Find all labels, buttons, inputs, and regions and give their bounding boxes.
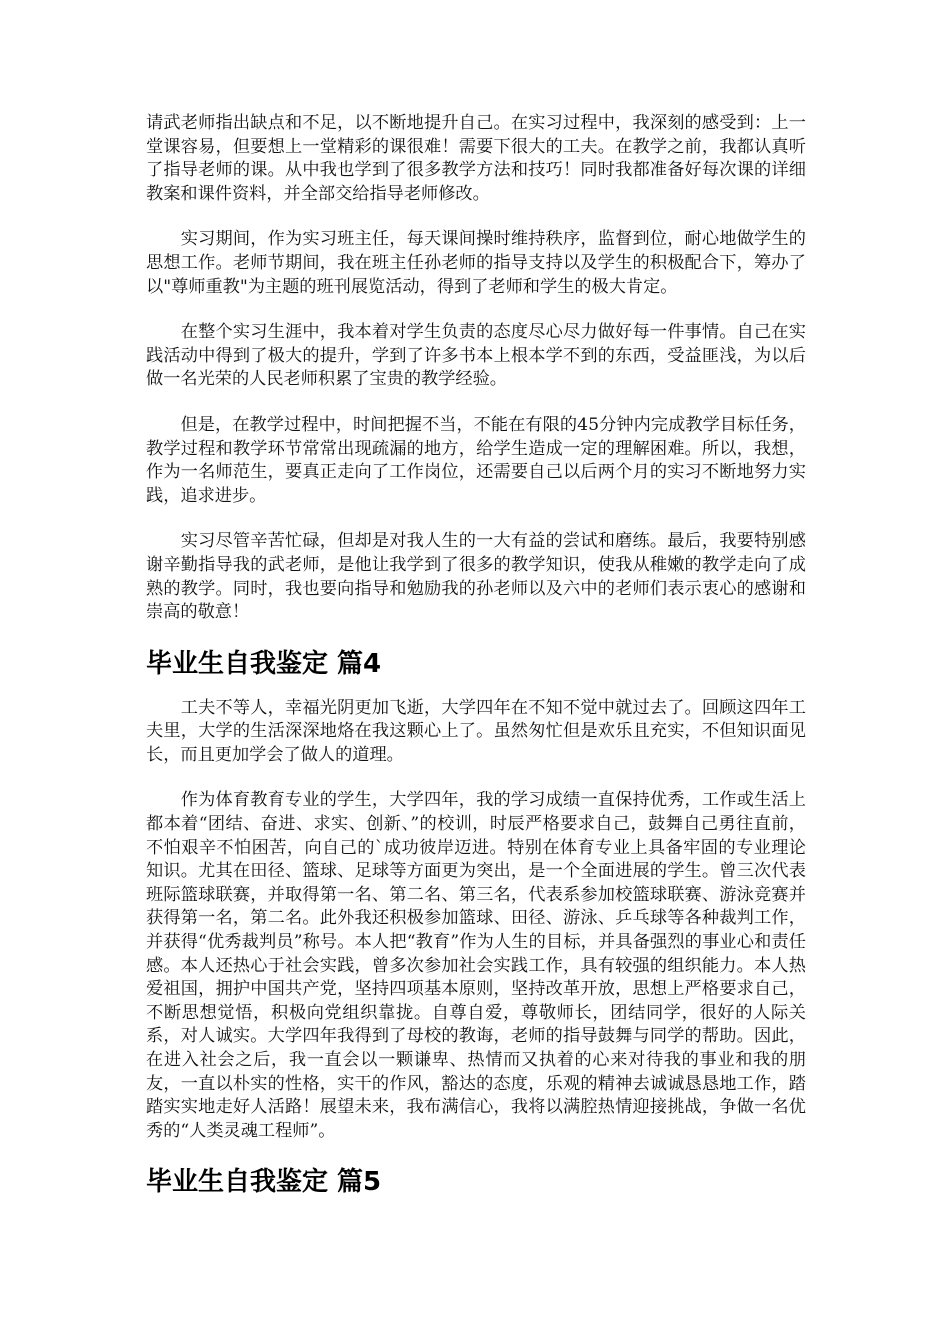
document-page xyxy=(146,112,806,1215)
section-heading-5: 毕业生自我鉴定 篇5 xyxy=(146,1167,382,1198)
section-heading-4: 毕业生自我鉴定 篇4 xyxy=(146,648,382,679)
paragraph-gratitude: 实习尽管辛苦忙碌，但却是对我人生的一大有益的尝试和磨练。最后，我要特别感谢辛勤指导我的武老师，是他让我学到了很多的教学知识，使我从稚嫩的教学走向了成熟的教学。同时，我也要向指导和勉励我的孙老师以及六中的老师们表示衷心的感谢和崇高的敬意！ xyxy=(146,531,806,623)
paragraph-shortcomings: 但是，在教学过程中，时间把握不当，不能在有限的45分钟内完成教学目标任务，教学过程和教学环节常常出现疏漏的地方，给学生造成一定的理解困难。所以，我想，作为一名师范生，要真正走向了工作岗位，还需要自己以后两个月的实习不断地努力实践，追求进步。 xyxy=(146,414,806,506)
paragraph-head-teacher: 实习期间，作为实习班主任，每天课间操时维持秩序，监督到位，耐心地做学生的思想工作。老师节期间，我在班主任孙老师的指导支持以及学生的积极配合下，筹办了以"尊师重教"为主题的班刊展览活动，得到了老师和学生的极大肯定。 xyxy=(146,229,806,297)
paragraph-teaching-practice: 请武老师指出缺点和不足，以不断地提升自己。在实习过程中，我深刻的感受到：上一堂课容易，但要想上一堂精彩的课很难！需要下很大的工夫。在教学之前，我都认真听了指导老师的课。从中我也学到了很多教学方法和技巧！同时我都准备好每次课的详细教案和课件资料，并全部交给指导老师修改。 xyxy=(146,113,806,204)
paragraph-four-years: 工夫不等人，幸福光阴更加飞逝，大学四年在不知不觉中就过去了。回顾这四年工夫里，大学的生活深深地烙在我这颗心上了。虽然匆忙但是欢乐且充实，不但知识面见长，而且更加学会了做人的道理。 xyxy=(146,697,806,765)
paragraph-internship-career: 在整个实习生涯中，我本着对学生负责的态度尽心尽力做好每一件事情。自己在实践活动中得到了极大的提升，学到了许多书本上根本学不到的东西，受益匪浅，为以后做一名光荣的人民老师积累了宝贵的教学经验。 xyxy=(146,322,806,390)
paragraph-pe-student: 作为体育教育专业的学生，大学四年，我的学习成绩一直保持优秀，工作或生活上都本着“团结、奋进、求实、创新、”的校训，时辰严格要求自己，鼓舞自己勇往直前，不怕艰辛不怕困苦，向自己的`成功彼岸迈进。特别在体育专业上具备牢固的专业理论知识。尤其在田径、篮球、足球等方面更为突出，是一个全面进展的学生。曾三次代表班际篮球联赛，并取得第一名、第二名、第三名，代表系参加校篮球联赛、游泳竞赛并获得第一名，第二名。此外我还积极参加篮球、田径、游泳、乒乓球等各种裁判工作，并获得“优秀裁判员”称号。本人把“教育”作为人生的目标，并具备强烈的事业心和责任感。本人还热心于社会实践，曾多次参加社会实践工作，具有较强的组织能力。本人热爱祖国，拥护中国共产党，坚持四项基本原则，坚持改革开放，思想上严格要求自己，不断思想觉悟，积极向党组织靠拢。自尊自爱，尊敬师长，团结同学，很好的人际关系，对人诚实。大学四年我得到了母校的教诲，老师的指导鼓舞与同学的帮助。因此，在进入社会之后，我一直会以一颗谦卑、热情而又执着的心来对待我的事业和我的朋友，一直以朴实的性格，实干的作风，豁达的态度，乐观的精神去诚诚恳恳地工作，踏踏实实地走好人活路！展望未来，我布满信心，我将以满腔热情迎接挑战，争做一名优秀的“人类灵魂工程师”。 xyxy=(146,790,806,1141)
